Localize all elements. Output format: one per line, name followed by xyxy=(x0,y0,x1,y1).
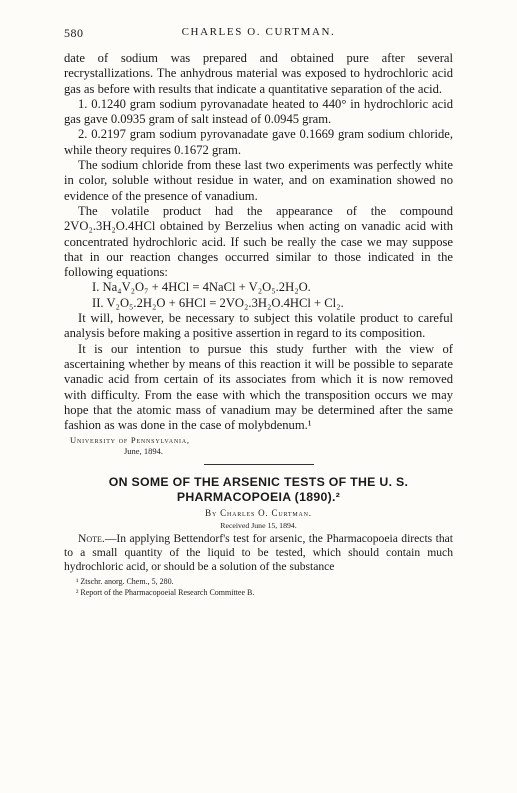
running-header xyxy=(64,26,453,41)
equation-1: I. Na₄V₂O₇ + 4HCl = 4NaCl + V₂O₅.2H₂O. xyxy=(92,280,311,295)
footnote-2: ² Report of the Pharmacopoeial Research Committee B. xyxy=(76,587,255,597)
volatile-text-a: The volatile product had the appearance of the compound xyxy=(78,203,453,218)
article-title-line-2: PHARMACOPOEIA (1890).² xyxy=(176,490,341,505)
running-head: CHARLES O. CURTMAN. xyxy=(181,26,336,38)
equation-2: II. V₂O₅.2H₂O + 6HCl = 2VO₂.3H₂O.4HCl + Cl₂. xyxy=(92,295,344,310)
paragraph-sodium-chloride: The sodium chloride from these last two experiments was perfectly white in color, soluble without residue in water, and on examination showed no evidence of the presence of vanadium. xyxy=(64,158,453,203)
footnote-1: ¹ Ztschr. anorg. Chem., 5, 280. xyxy=(76,577,174,587)
paragraph-volatile-product xyxy=(64,204,453,280)
note-label: Note. xyxy=(78,532,105,546)
note-text: —In applying Bettendorf's test for arsenic, the Pharmacopoeia directs that to a small quantity of the liquid to be tested, which should contain much hydrochloric acid, or should be a solution of the substance xyxy=(64,532,453,574)
note-paragraph xyxy=(64,532,453,574)
paragraph-intention: It is our intention to pursue this study further with the view of ascertaining whether by means of this reaction it will be possible to separate vanadic acid from certain of its associates from which it is now removed with difficulty. From the ease with which the transposition occurs we may hope that the atomic mass of vanadium may be determined after the same fashion as was done in the case of molybdenum.¹ xyxy=(64,341,453,433)
signature-date: June, 1894. xyxy=(124,446,163,457)
article-title-line-1: ON SOME OF THE ARSENIC TESTS OF THE U. S. xyxy=(108,475,409,490)
paragraph-continued: date of sodium was prepared and obtained pure after several recrystallizations. The anhydrous material was exposed to hydrochloric acid gas as before with results that indicate a quantitative separation of the acid. xyxy=(64,51,453,96)
section-divider xyxy=(204,464,314,465)
experiment-item-1: 1. 0.1240 gram sodium pyrovanadate heated to 440° in hydrochloric acid gas gave 0.0935 gram of salt instead of 0.0945 gram. xyxy=(64,96,453,127)
page-number: 580 xyxy=(64,26,84,40)
received-date: Received June 15, 1894. xyxy=(220,521,297,531)
experiment-item-2: 2. 0.2197 gram sodium pyrovanadate gave 0.1669 gram sodium chloride, while theory requires 0.1672 gram. xyxy=(64,127,453,157)
paragraph-analysis: It will, however, be necessary to subject this volatile product to careful analysis before making a positive assertion in regard to its composition. xyxy=(64,311,453,341)
signature-affiliation: University of Pennsylvania, xyxy=(70,435,190,446)
volatile-text-b: obtained by Berzelius when acting on vanadic acid with concentrated hydrochloric acid. If such be really the case we may suppose that in our reaction changes occurred similar to those indicated in the following equations: xyxy=(64,219,453,280)
article-byline: By Charles O. Curtman. xyxy=(205,508,312,519)
compound-formula: 2VO₂.3H₂O.4HCl xyxy=(64,219,156,234)
